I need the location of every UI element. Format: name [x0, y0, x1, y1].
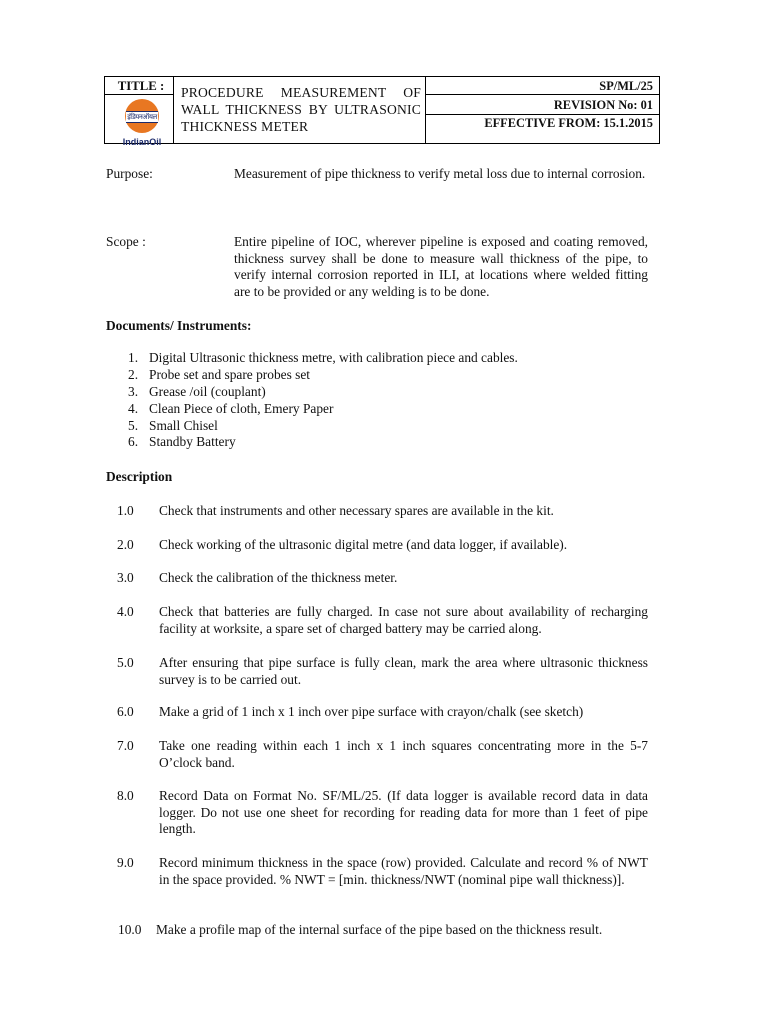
logo-band-text: इंडियनऑयल [127, 113, 157, 121]
indianoil-logo [117, 99, 167, 151]
step-text: Record minimum thickness in the space (row) provided. Calculate and record % of NWT in the space provided. % NWT = [min. thickness/NWT (nominal pipe wall thickness)]. [159, 855, 648, 887]
step-text: Check that batteries are fully charged. In case not sure about availability of recharging facility at worksite, a spare set of charged battery may be carried along. [159, 604, 648, 636]
step-text: Make a profile map of the internal surface of the pipe based on the thickness result. [156, 922, 603, 937]
description-heading: Description [106, 469, 173, 484]
logo-brand-text: IndianOil [122, 137, 162, 147]
list-item: 1. Digital Ultrasonic thickness metre, with calibration piece and cables. [128, 350, 518, 365]
step-number: 6.0 [117, 704, 134, 719]
instruments-list [128, 350, 518, 451]
step-text: Record Data on Format No. SF/ML/25. (If data logger is available record data in data logger. Do not use one sheet for recording for reading data for more than 1 feet of pipe length. [159, 788, 648, 837]
step-number: 4.0 [117, 604, 134, 619]
purpose-label: Purpose: [106, 166, 153, 181]
list-item: 5. Small Chisel [128, 417, 218, 433]
step-number: 5.0 [117, 655, 134, 670]
step-number: 1.0 [117, 503, 134, 518]
document-number: SP/ML/25 [599, 79, 653, 93]
scope-text: Entire pipeline of IOC, wherever pipeline is exposed and coating removed, thickness survey shall be done to measure wall thickness of the pipe, to verify internal corrosion reported in ILI, at locations where welded fitting are to be provided or any welding is to be done. [234, 234, 648, 299]
documents-heading: Documents/ Instruments: [106, 318, 252, 333]
step-number: 10.0 [118, 922, 142, 937]
effective-date: EFFECTIVE FROM: 15.1.2015 [484, 116, 653, 130]
step-text: Check that instruments and other necessary spares are available in the kit. [159, 503, 554, 518]
step-text: Take one reading within each 1 inch x 1 inch squares concentrating more in the 5-7 O’clock band. [159, 738, 648, 770]
header-divider [173, 77, 174, 143]
title-label: TITLE : [117, 79, 165, 93]
step-text: Check the calibration of the thickness meter. [159, 570, 398, 585]
step-number: 2.0 [117, 537, 134, 552]
document-title: PROCEDURE MEASUREMENT OF WALL THICKNESS BY ULTRASONIC THICKNESS METER [181, 85, 421, 134]
step-number: 7.0 [117, 738, 134, 753]
step-text: After ensuring that pipe surface is fully clean, mark the area where ultrasonic thickness survey is to be carried out. [159, 655, 648, 687]
purpose-text: Measurement of pipe thickness to verify metal loss due to internal corrosion. [234, 166, 646, 181]
list-item: 6. Standby Battery [128, 434, 236, 450]
list-item: 4. Clean Piece of cloth, Emery Paper [128, 400, 334, 416]
step-number: 8.0 [117, 788, 134, 803]
step-text: Make a grid of 1 inch x 1 inch over pipe surface with crayon/chalk (see sketch) [159, 704, 584, 719]
step-number: 3.0 [117, 570, 134, 585]
scope-label: Scope : [106, 234, 146, 249]
header-divider [425, 77, 426, 143]
step-text: Check working of the ultrasonic digital metre (and data logger, if available). [159, 537, 568, 552]
step-number: 9.0 [117, 855, 134, 870]
logo-emblem-icon [125, 99, 159, 133]
list-item: 2. Probe set and spare probes set [128, 366, 311, 382]
document-header-table [104, 76, 660, 147]
list-item: 3. Grease /oil (couplant) [128, 383, 266, 399]
revision-number: REVISION No: 01 [553, 98, 653, 112]
